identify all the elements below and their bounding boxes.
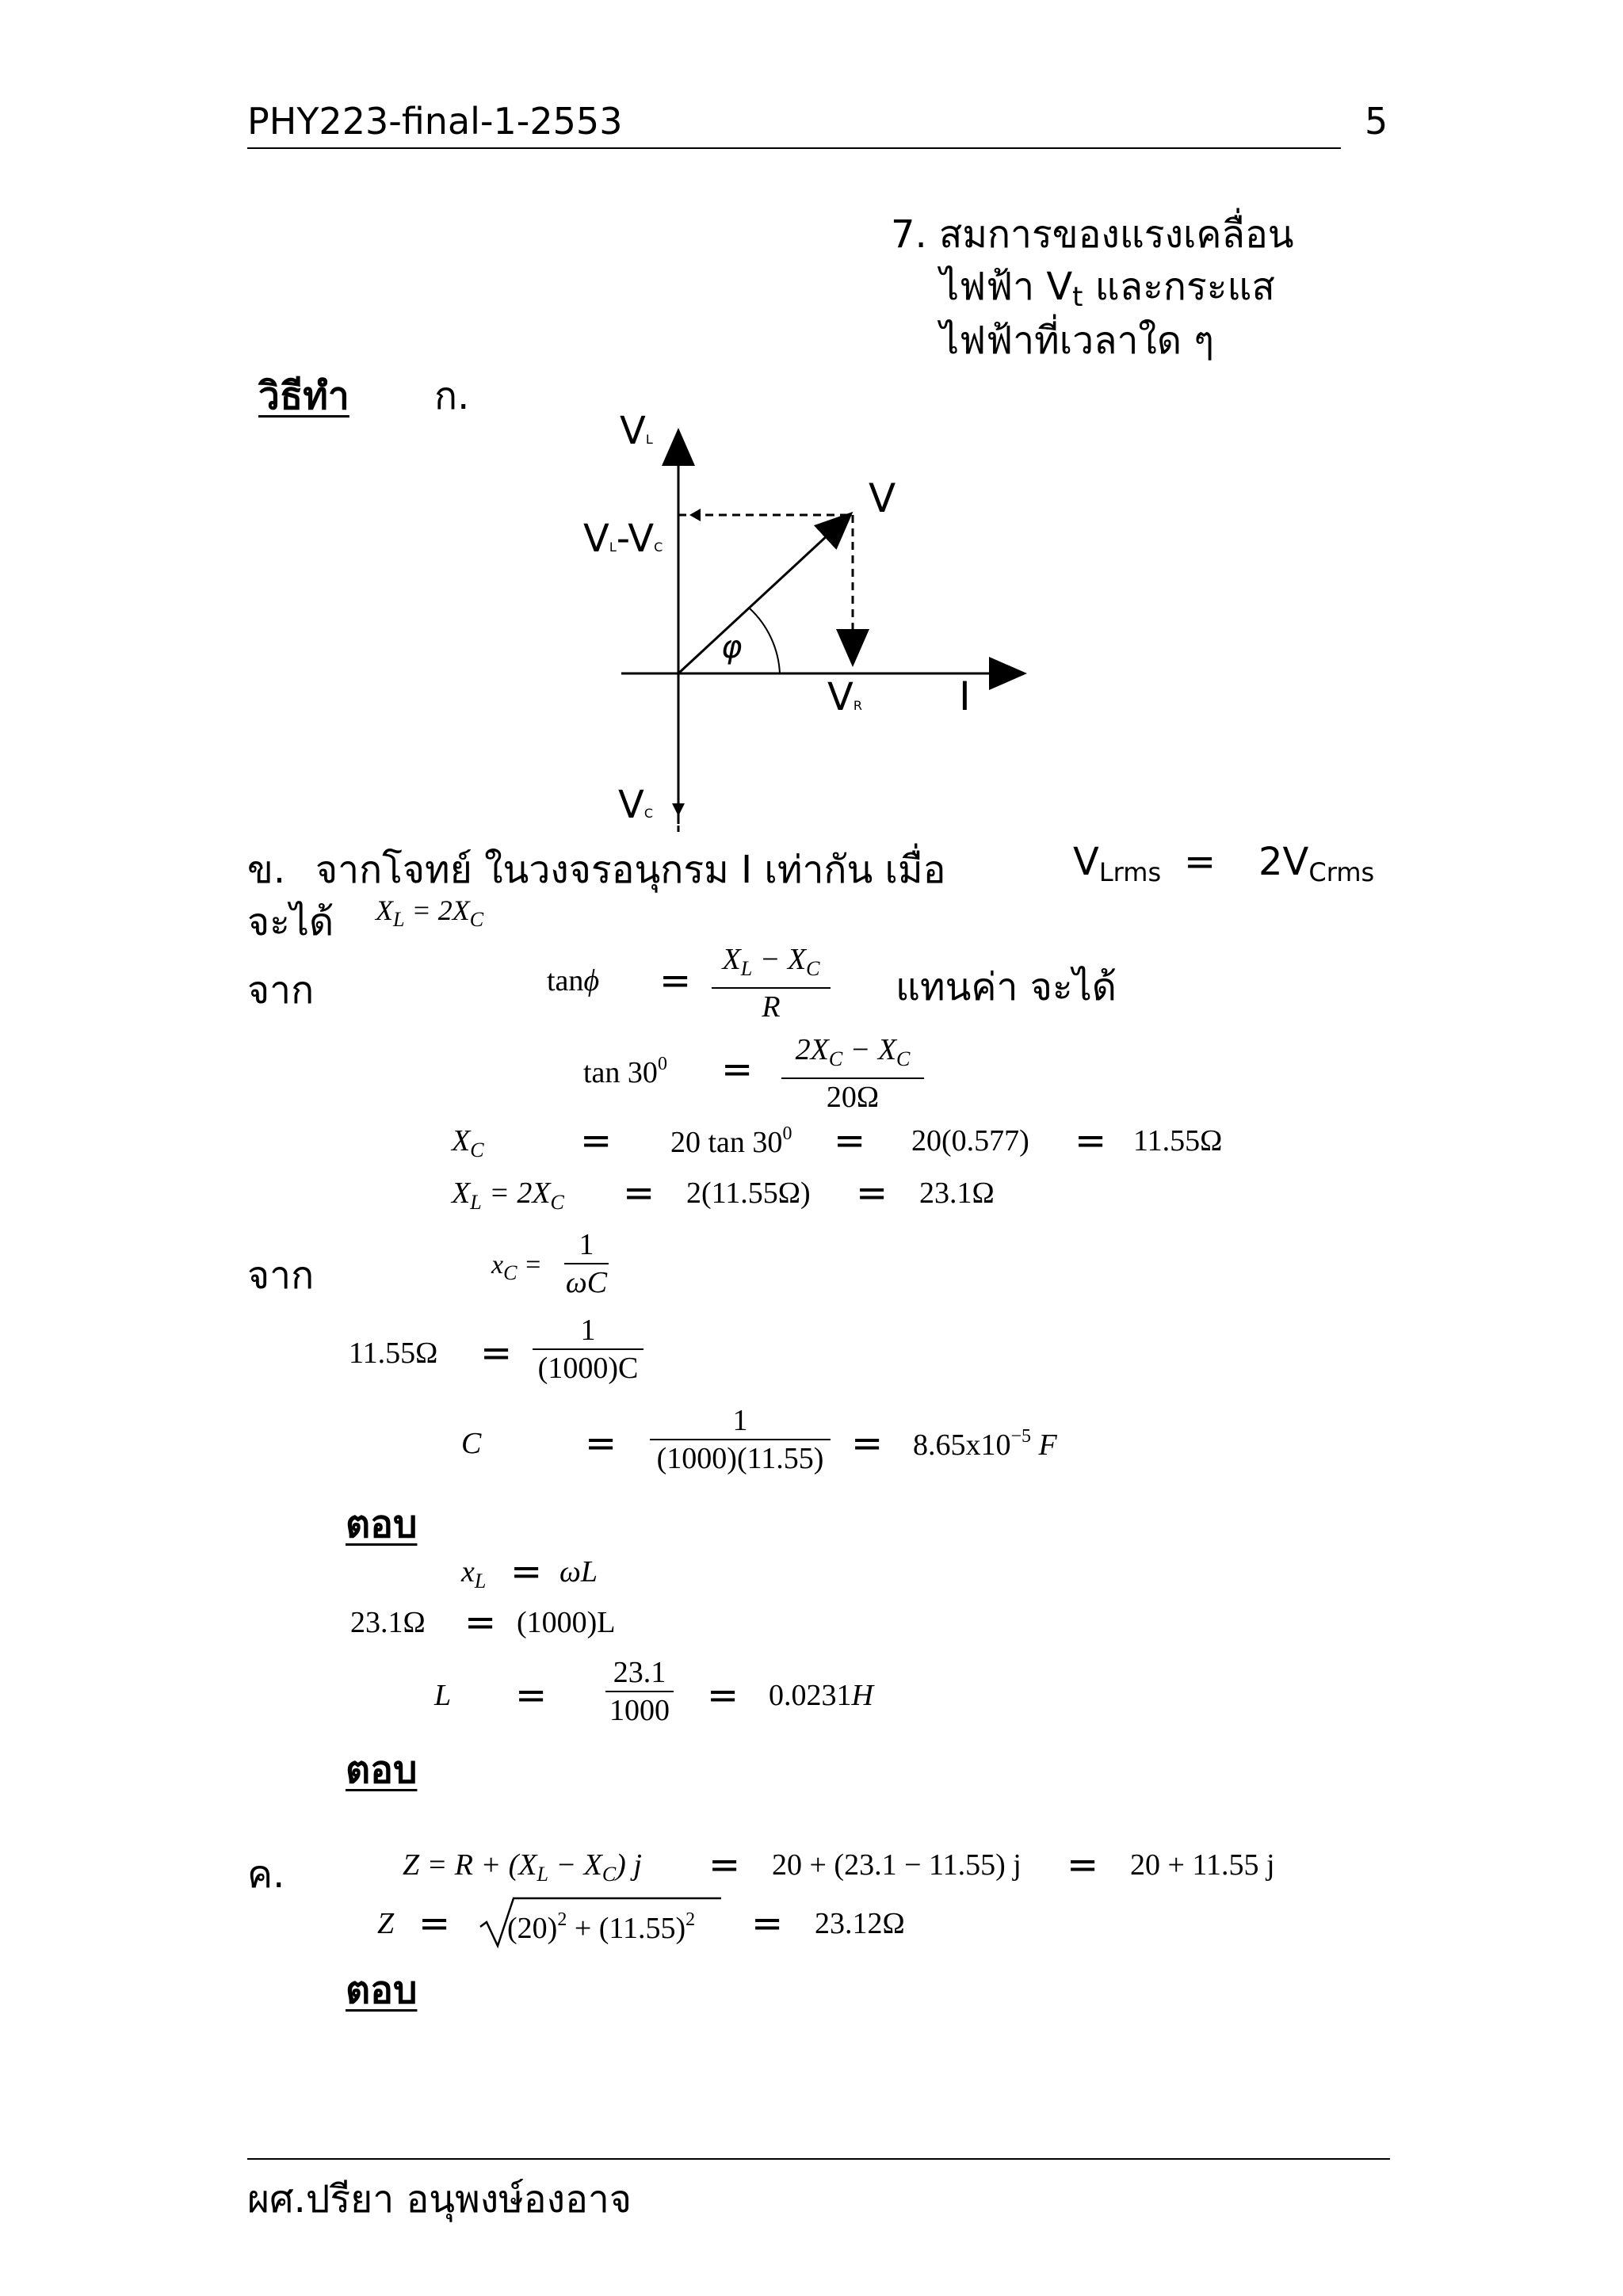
z-result: 23.12Ω (815, 1907, 905, 1940)
vc-arrowhead (672, 803, 685, 816)
xl-value-1: 2(11.55Ω) (686, 1177, 811, 1210)
equals-1: = (659, 959, 692, 1003)
equals-18: = (751, 1901, 784, 1946)
vc-label: VC (618, 783, 654, 827)
equals-7: = (856, 1171, 888, 1215)
vcrms-symbol: $2V_{Crms}$ (1258, 840, 1375, 887)
vlvc-arrowhead (689, 509, 701, 521)
phasor-diagram (0, 0, 1623, 840)
z-equation-lhs: $Z = R + (X_L - X_C)$ j (403, 1848, 642, 1886)
substitute-text: แทนค่า จะได้ (896, 965, 1117, 1009)
z-sqrt-content: $(20)^2 + (11.55)^2$ (507, 1909, 696, 1945)
answer-label-3: ตอบ (346, 1968, 418, 2012)
equals-17: = (418, 1901, 451, 1946)
z-value-2: 20 + 11.55 j (1130, 1848, 1275, 1882)
vl-label: VL (620, 409, 653, 453)
answer-label-2: ตอบ (346, 1748, 418, 1792)
tan-phi: tanϕ (547, 964, 600, 997)
equals-9: = (585, 1421, 617, 1466)
v-vector (678, 515, 850, 673)
xl-value-2: 23.1Ω (919, 1177, 995, 1210)
fraction-2xc-minus-xc: $2X_C - X_C$ 20Ω (781, 1032, 924, 1116)
part-b-label: ข. (247, 848, 286, 892)
solution-label: วิธีทำ (258, 374, 349, 418)
equals-15: = (708, 1843, 741, 1887)
part-b-therefore: จะได้ (247, 900, 334, 944)
equals-14: = (707, 1673, 739, 1718)
xl-omega-rhs: ωL (559, 1555, 598, 1589)
xc-value-3: 11.55Ω (1133, 1124, 1223, 1158)
z-label: Z (377, 1907, 395, 1940)
xl-equals-2xc: $X_L = 2X_C$ (376, 894, 484, 931)
c-result: $8.65x10^{-5}$ F (913, 1426, 1057, 1462)
z-value-1: 20 + (23.1 − 11.55) j (772, 1848, 1022, 1882)
question-7-line-2: ไฟฟ้า $V_t$ และกระแส (940, 265, 1275, 313)
equals-5: = (1075, 1119, 1107, 1163)
l-result: 0.0231H (769, 1679, 873, 1712)
fraction-xl-minus-xc-over-r: $X_L - X_C$ R (712, 941, 831, 1025)
fraction-1-over-1000c: 1 (1000)C (533, 1312, 643, 1386)
equals-13: = (515, 1673, 548, 1718)
part-a-label: ก. (434, 374, 470, 418)
equals-10: = (851, 1421, 884, 1466)
equals-8: = (480, 1331, 513, 1375)
footer-author: ผศ.ปรียา อนุพงษ์องอาจ (247, 2177, 632, 2222)
tan-30: $\tan 30^0$ (583, 1054, 667, 1089)
page-number: 5 (1365, 100, 1388, 143)
xl-label: $X_L = 2X_C$ (452, 1177, 564, 1214)
xc-formula-label: $x_C$ = (491, 1250, 542, 1284)
l-rhs: (1000)L (517, 1606, 616, 1639)
xc-label: $X_C$ (452, 1124, 484, 1161)
c-label: C (461, 1427, 482, 1460)
answer-label-1: ตอบ (346, 1502, 418, 1547)
xc-value-1: 20 $\tan 30^0$ (670, 1123, 792, 1159)
equals-sign: = (1184, 840, 1216, 884)
equals-12: = (464, 1600, 497, 1645)
v-label: V (869, 475, 896, 521)
i-label: I (959, 673, 971, 719)
l-lhs: 23.1Ω (350, 1606, 426, 1639)
equals-2: = (721, 1047, 754, 1092)
question-7-line-1: 7. สมการของแรงเคลื่อน (891, 212, 1294, 257)
c-lhs: 11.55Ω (349, 1337, 438, 1370)
from-label-1: จาก (247, 968, 315, 1013)
part-b-statement: จากโจทย์ ในวงจรอนุกรม I เท่ากัน เมื่อ (315, 848, 946, 892)
equals-3: = (580, 1119, 613, 1163)
l-label: L (434, 1679, 452, 1712)
footer-rule (247, 2158, 1390, 2160)
vr-label: VR (827, 675, 862, 719)
question-7-line-3: ไฟฟ้าที่เวลาใด ๆ (940, 318, 1215, 363)
from-label-2: จาก (247, 1253, 315, 1298)
phi-arc (750, 608, 780, 673)
part-c-label: ค. (247, 1852, 285, 1897)
vlrms-symbol: $V_{Lrms}$ (1073, 840, 1162, 887)
document-id: PHY223-final-1-2553 (247, 100, 623, 143)
equals-11: = (510, 1550, 543, 1594)
phi-label: φ (721, 629, 743, 666)
equals-6: = (623, 1171, 655, 1215)
fraction-23-1-over-1000: 23.1 1000 (605, 1654, 674, 1729)
xl-omega-label: $x_L$ (461, 1555, 487, 1592)
fraction-1-over-1000-11-55: 1 (1000)(11.55) (650, 1402, 831, 1477)
equals-4: = (834, 1119, 866, 1163)
fraction-1-over-omega-c: 1 ωC (565, 1228, 608, 1299)
xc-value-2: 20(0.577) (911, 1124, 1029, 1158)
vl-vc-label: VL-VC (583, 517, 663, 561)
equals-16: = (1067, 1843, 1099, 1887)
